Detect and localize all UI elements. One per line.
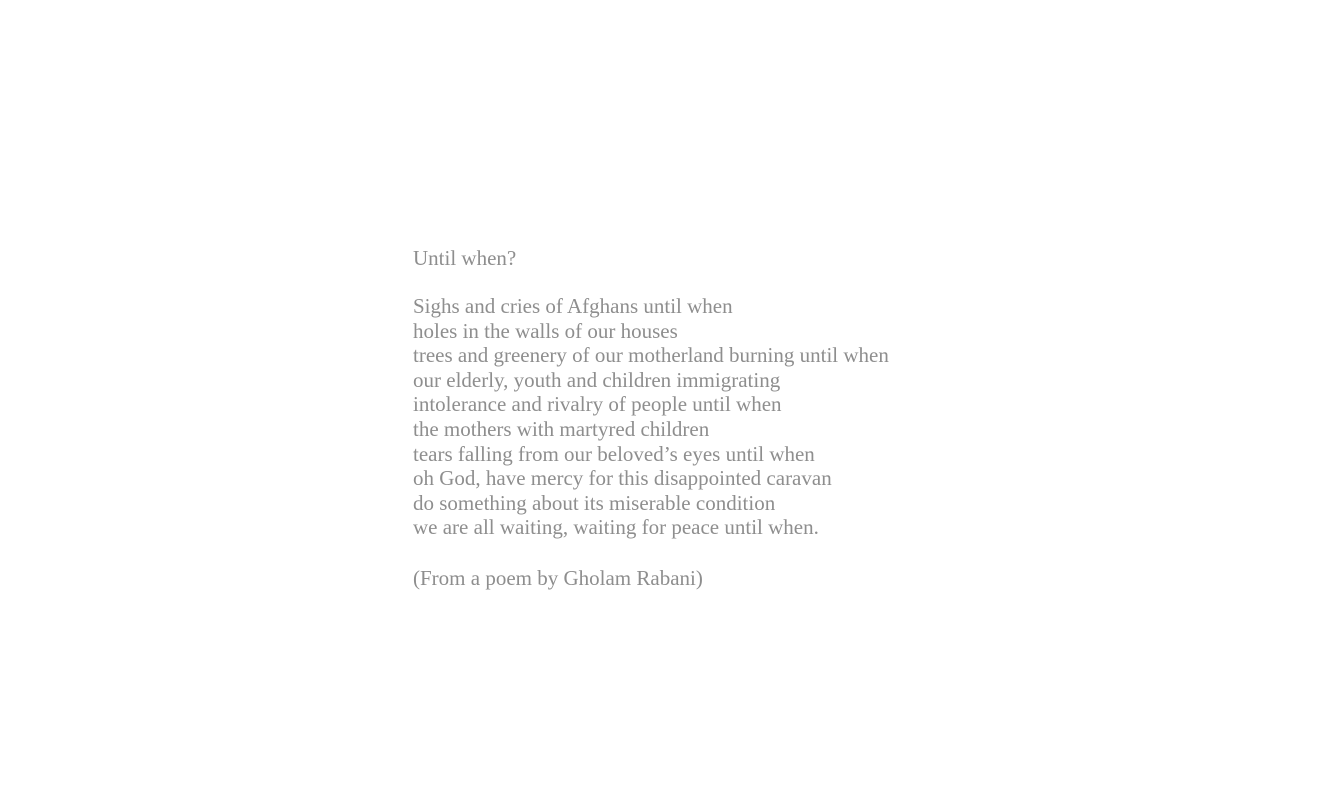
poem-line: we are all waiting, waiting for peace until when.	[413, 515, 819, 540]
poem-line: holes in the walls of our houses	[413, 318, 678, 343]
poem-line: the mothers with martyred children	[413, 416, 710, 441]
poem-title: Until when?	[413, 246, 517, 270]
poem-line: intolerance and rivalry of people until when	[413, 392, 782, 417]
poem-line: oh God, have mercy for this disappointed caravan	[413, 466, 832, 491]
poem-line: tears falling from our beloved’s eyes until when	[413, 441, 815, 466]
poem-body	[413, 294, 1113, 540]
poem-line: do something about its miserable condition	[413, 490, 776, 515]
poem-line: trees and greenery of our motherland burning until when	[413, 343, 889, 368]
poem-line: our elderly, youth and children immigrating	[413, 367, 781, 392]
poem-block	[413, 243, 1113, 593]
poem-attribution: (From a poem by Gholam Rabani)	[413, 565, 703, 590]
poem-line: Sighs and cries of Afghans until when	[413, 294, 733, 318]
